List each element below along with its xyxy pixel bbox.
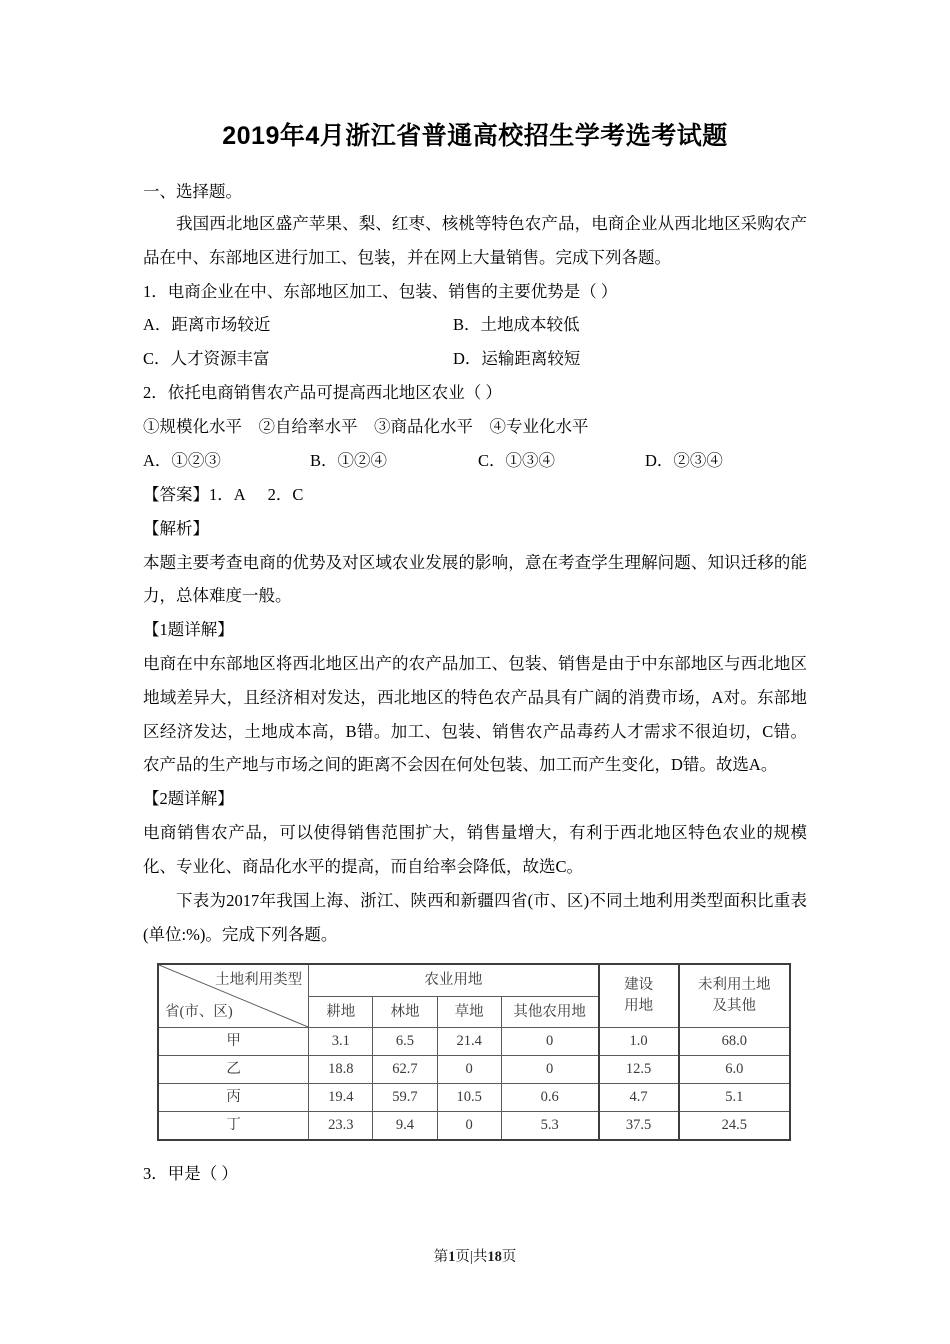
detail-1-text: 电商在中东部地区将西北地区出产的农产品加工、包装、销售是由于中东部地区与西北地区地域差异大，且经济相对发达，西北地区的特色农产品具有广阔的消费市场，A对。东部地区经济发达，土地成本高，B错。加工、包装、销售农产品毒药人才需求不很迫切，C错。农产品的生产地与市场之间的距离不会因在何处包装、加工而产生变化，D错。故选A。 — [143, 654, 807, 775]
corner-label-bottom: 省(市、区) — [165, 1004, 233, 1021]
option-1c-key: C． — [143, 349, 171, 369]
question-2-stem: 2．依托电商销售农产品可提高西北地区农业（ ） — [143, 383, 502, 403]
cell-ding-other-agri: 5.3 — [501, 1112, 598, 1141]
cell-ding-forest: 9.4 — [373, 1112, 437, 1141]
cell-jia-grass: 21.4 — [437, 1028, 501, 1056]
option-2d[interactable] — [645, 444, 723, 478]
passage-1: 我国西北地区盛产苹果、梨、红枣、核桃等特色农产品，电商企业从西北地区采购农产品在中、东部地区进行加工、包装，并在网上大量销售。完成下列各题。 — [143, 213, 807, 267]
question-1-options-row-2 — [143, 342, 807, 376]
option-1b-text: 土地成本较低 — [480, 315, 580, 335]
option-1b-key: B． — [453, 315, 481, 335]
option-2d-key: D． — [645, 450, 674, 470]
cell-ding-unused: 24.5 — [679, 1112, 790, 1141]
question-1-stem: 1．电商企业在中、东部地区加工、包装、销售的主要优势是（ ） — [143, 281, 618, 301]
group-header-construction — [599, 964, 679, 1028]
table-header-row-1 — [158, 964, 790, 996]
passage-2: 下表为2017年我国上海、浙江、陕西和新疆四省(市、区)不同土地利用类型面积比重表(单位:%)。完成下列各题。 — [143, 890, 807, 944]
option-2b[interactable] — [310, 444, 387, 478]
cell-bing-construction: 4.7 — [599, 1084, 679, 1112]
option-2c[interactable] — [478, 444, 555, 478]
option-1b[interactable] — [453, 308, 580, 342]
unused-line-2: 及其他 — [712, 998, 757, 1015]
table-row — [158, 1028, 790, 1056]
question-2-items: ①规模化水平 ②自给率水平 ③商品化水平 ④专业化水平 — [143, 417, 589, 437]
cell-bing-grass: 10.5 — [437, 1084, 501, 1112]
footer-total-pages: 18 — [487, 1249, 502, 1265]
option-2d-text: ②③④ — [673, 450, 723, 470]
footer-middle: 页|共 — [455, 1249, 488, 1265]
cell-jia-cultivated: 3.1 — [309, 1028, 373, 1056]
option-1a-key: A． — [143, 315, 172, 335]
detail-2-text: 电商销售农产品，可以使得销售范围扩大，销售量增大，有利于西北地区特色农业的规模化、专业化、商品化水平的提高，而自给率会降低，故选C。 — [143, 823, 807, 876]
cell-jia-construction: 1.0 — [599, 1028, 679, 1056]
page-footer — [0, 1245, 950, 1266]
analysis-text: 本题主要考查电商的优势及对区域农业发展的影响，意在考查学生理解问题、知识迁移的能力，总体难度一般。 — [143, 552, 807, 606]
option-2a-text: ①②③ — [171, 450, 221, 470]
sub-header-grass: 草地 — [437, 996, 501, 1027]
row-name-ding: 丁 — [158, 1112, 309, 1141]
option-1d-key: D． — [453, 349, 482, 369]
corner-label-top: 土地利用类型 — [215, 972, 303, 989]
land-use-table — [157, 963, 791, 1141]
cell-jia-other-agri: 0 — [501, 1028, 598, 1056]
cell-bing-forest: 59.7 — [373, 1084, 437, 1112]
sub-header-forest: 林地 — [373, 996, 437, 1027]
option-1a[interactable] — [143, 308, 270, 342]
cell-yi-cultivated: 18.8 — [309, 1056, 373, 1084]
option-1a-text: 距离市场较近 — [171, 315, 271, 335]
option-1c-text: 人才资源丰富 — [170, 349, 270, 369]
analysis-label: 【解析】 — [143, 518, 209, 538]
cell-yi-other-agri: 0 — [501, 1056, 598, 1084]
cell-bing-other-agri: 0.6 — [501, 1084, 598, 1112]
cell-yi-forest: 62.7 — [373, 1056, 437, 1084]
option-1d-text: 运输距离较短 — [481, 349, 581, 369]
answer-1: 1．A — [209, 484, 246, 504]
sub-header-other-agri: 其他农用地 — [501, 996, 598, 1027]
document-content — [143, 120, 807, 1191]
cell-yi-unused: 6.0 — [679, 1056, 790, 1084]
table-corner-cell — [158, 964, 309, 1028]
row-name-jia: 甲 — [158, 1028, 309, 1056]
land-use-table-wrapper — [157, 963, 791, 1141]
answer-line — [143, 478, 807, 512]
detail-1-label: 【1题详解】 — [143, 620, 234, 640]
cell-bing-cultivated: 19.4 — [309, 1084, 373, 1112]
cell-ding-construction: 37.5 — [599, 1112, 679, 1141]
row-name-bing: 丙 — [158, 1084, 309, 1112]
cell-jia-unused: 68.0 — [679, 1028, 790, 1056]
cell-bing-unused: 5.1 — [679, 1084, 790, 1112]
section-label: 一、选择题。 — [143, 181, 242, 201]
table-row — [158, 1084, 790, 1112]
page-title: 2019年4月浙江省普通高校招生学考选考试题 — [222, 122, 728, 150]
cell-jia-forest: 6.5 — [373, 1028, 437, 1056]
construction-line-2: 用地 — [624, 998, 654, 1015]
option-2a[interactable] — [143, 444, 221, 478]
answer-label: 【答案】 — [143, 484, 209, 504]
option-2a-key: A． — [143, 450, 172, 470]
table-row — [158, 1056, 790, 1084]
question-3-stem: 3．甲是（ ） — [143, 1164, 238, 1184]
option-2b-key: B． — [310, 450, 338, 470]
cell-ding-cultivated: 23.3 — [309, 1112, 373, 1141]
group-header-agricultural: 农业用地 — [309, 964, 599, 996]
footer-page-number: 1 — [448, 1249, 456, 1265]
cell-yi-grass: 0 — [437, 1056, 501, 1084]
option-1d[interactable] — [453, 342, 580, 376]
option-2b-text: ①②④ — [337, 450, 388, 470]
cell-yi-construction: 12.5 — [599, 1056, 679, 1084]
option-2c-text: ①③④ — [505, 450, 556, 470]
question-1-options-row-1 — [143, 308, 807, 342]
option-1c[interactable] — [143, 342, 270, 376]
row-name-yi: 乙 — [158, 1056, 309, 1084]
group-header-unused — [679, 964, 790, 1028]
cell-ding-grass: 0 — [437, 1112, 501, 1141]
detail-2-label: 【2题详解】 — [143, 789, 234, 809]
table-row — [158, 1112, 790, 1141]
footer-suffix: 页 — [501, 1249, 517, 1265]
unused-line-1: 未利用土地 — [698, 977, 771, 994]
sub-header-cultivated: 耕地 — [309, 996, 373, 1027]
question-2-options-row — [143, 444, 807, 478]
option-2c-key: C． — [478, 450, 506, 470]
answer-2: 2．C — [267, 484, 304, 504]
footer-prefix: 第 — [433, 1249, 449, 1265]
construction-line-1: 建设 — [624, 977, 654, 994]
